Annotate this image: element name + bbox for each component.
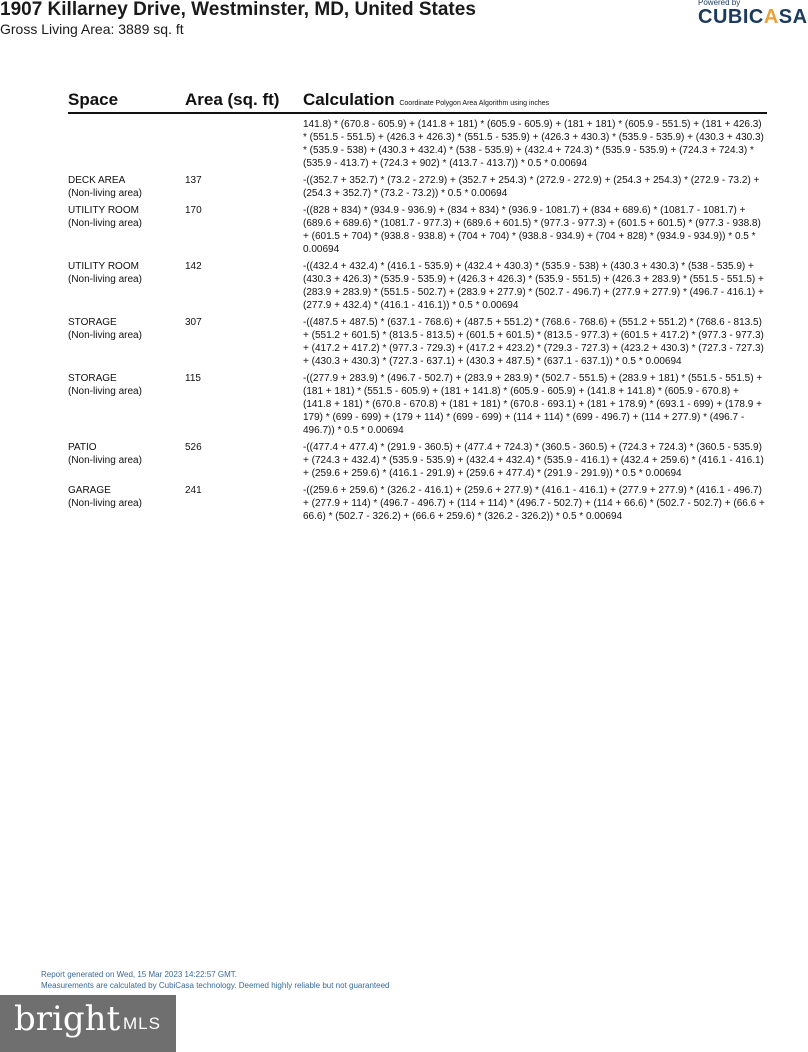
area-table-body [68, 118, 767, 527]
space-type: (Non-living area) [68, 274, 142, 285]
space-type: (Non-living area) [68, 330, 142, 341]
space-type: (Non-living area) [68, 188, 142, 199]
table-row [68, 372, 767, 437]
table-row [68, 204, 767, 256]
calculation-cell: -((352.7 + 352.7) * (73.2 - 272.9) + (352.7 + 254.3) * (272.9 - 272.9) + (254.3 + 254.3) * (272.9 - 73.2) + (254.3 + 352.7) * (73.2 - 73.2)) * 0.5 * 0.00694 [303, 175, 760, 199]
space-name: UTILITY ROOM [68, 205, 139, 216]
bright-mls-suffix: MLS [123, 1014, 161, 1033]
space-name: GARAGE [68, 485, 111, 496]
space-cell [68, 484, 180, 510]
cubicasa-logo [698, 6, 808, 29]
calculation-cell: -((259.6 + 259.6) * (326.2 - 416.1) + (259.6 + 277.9) * (416.1 - 416.1) + (277.9 + 277.9) * (416.1 - 496.7) + (277.9 + 114) * (496.7 - 496.7) + (114 + 114) * (496.7 - 502.7) + (114 + 66.6) * (502.7 - 502.7) + (66.6 + 66.6) * (502.7 - 326.2) + (66.6 + 259.6) * (326.2 - 326.2)) * 0.5 * 0.00694 [303, 485, 765, 522]
space-name: UTILITY ROOM [68, 261, 139, 272]
space-name: DECK AREA [68, 175, 126, 186]
table-row [68, 118, 767, 170]
space-name: STORAGE [68, 317, 117, 328]
area-cell: 142 [185, 261, 202, 272]
logo-text-2: SA [778, 6, 808, 28]
calculation-cell: -((432.4 + 432.4) * (416.1 - 535.9) + (432.4 + 430.3) * (535.9 - 538) + (430.3 + 430.3) * (538 - 535.9) + (430.3 + 426.3) * (535.9 - 535.9) + (426.3 + 426.3) * (535.9 - 551.5) + (426.3 + 283.9) * (551.5 - 551.5) + (283.9 + 283.9) * (551.5 - 502.7) + (283.9 + 277.9) * (502.7 - 496.7) + (277.9 + 277.9) * (496.7 - 416.1) + (277.9 + 432.4) * (416.1 - 416.1)) * 0.5 * 0.00694 [303, 261, 764, 311]
calculation-cell: -((277.9 + 283.9) * (496.7 - 502.7) + (283.9 + 283.9) * (502.7 - 551.5) + (283.9 + 181) * (551.5 - 551.5) + (181 + 181) * (551.5 - 605.9) + (181 + 141.8) * (605.9 - 605.9) + (141.8 + 141.8) * (605.9 - 670.8) + (141.8 + 181) * (670.8 - 670.8) + (181 + 181) * (670.8 - 693.1) + (181 + 178.9) * (693.1 - 699) + (178.9 + 179) * (699 - 699) + (179 + 114) * (699 - 699) + (114 + 114) * (699 - 496.7) + (114 + 277.9) * (496.7 - 496.7)) * 0.5 * 0.00694 [303, 373, 763, 436]
space-cell [68, 441, 180, 467]
logo-text-1: CUBIC [698, 6, 764, 28]
space-cell [68, 260, 180, 286]
table-row [68, 484, 767, 523]
area-cell: 137 [185, 175, 202, 186]
report-generated-note: Report generated on Wed, 15 Mar 2023 14:22:57 GMT. [41, 970, 237, 979]
space-name: PATIO [68, 442, 97, 453]
area-cell: 241 [185, 485, 202, 496]
space-name: STORAGE [68, 373, 117, 384]
space-cell [68, 372, 180, 398]
report-title: 1907 Killarney Drive, Westminster, MD, United States [0, 0, 476, 20]
space-type: (Non-living area) [68, 455, 142, 466]
bright-mls-wordmark: bright [14, 999, 121, 1039]
area-cell: 115 [185, 373, 201, 384]
cubicasa-brand [668, 0, 808, 32]
column-header-calculation-label: Calculation [303, 90, 395, 109]
space-cell [68, 204, 180, 230]
bright-mls-watermark [0, 995, 176, 1052]
gross-living-area: Gross Living Area: 3889 sq. ft [0, 21, 184, 37]
space-type: (Non-living area) [68, 498, 142, 509]
area-cell: 170 [185, 205, 202, 216]
column-header-area: Area (sq. ft) [185, 90, 280, 109]
calculation-cell: 141.8) * (670.8 - 605.9) + (141.8 + 181) * (605.9 - 605.9) + (181 + 181) * (605.9 - 551.5) + (181 + 426.3) * (551.5 - 551.5) + (426.3 + 426.3) * (551.5 - 535.9) + (426.3 + 430.3) * (535.9 - 535.9) + (430.3 + 430.3) * (535.9 - 538) + (430.3 + 432.4) * (538 - 535.9) + (432.4 + 724.3) * (535.9 - 535.9) + (724.3 + 724.3) * (535.9 - 413.7) + (724.3 + 902) * (413.7 - 413.7)) * 0.5 * 0.00694 [303, 119, 764, 169]
area-cell: 526 [185, 442, 202, 453]
logo-text-accent: A [763, 6, 779, 28]
space-cell [68, 316, 180, 342]
powered-by-label: Powered by [698, 0, 741, 7]
table-header [68, 90, 767, 114]
table-row [68, 260, 767, 312]
calculation-method-note: Coordinate Polygon Area Algorithm using inches [399, 100, 550, 107]
column-header-space: Space [68, 90, 119, 109]
area-cell: 307 [185, 317, 202, 328]
space-cell [68, 174, 180, 200]
column-header-calculation [303, 90, 549, 110]
table-row [68, 441, 767, 480]
calculation-cell: -((477.4 + 477.4) * (291.9 - 360.5) + (477.4 + 724.3) * (360.5 - 360.5) + (724.3 + 724.3) * (360.5 - 535.9) + (724.3 + 432.4) * (535.9 - 535.9) + (432.4 + 432.4) * (535.9 - 416.1) + (432.4 + 259.6) * (416.1 - 416.1) + (259.6 + 259.6) * (416.1 - 291.9) + (259.6 + 477.4) * (291.9 - 291.9)) * 0.5 * 0.00694 [303, 442, 764, 479]
space-type: (Non-living area) [68, 218, 142, 229]
calculation-cell: -((828 + 834) * (934.9 - 936.9) + (834 + 834) * (936.9 - 1081.7) + (834 + 689.6) * (1081.7 - 1081.7) + (689.6 + 689.6) * (1081.7 - 977.3) + (689.6 + 601.5) * (977.3 - 977.3) + (601.5 + 601.5) * (977.3 - 938.8) + (601.5 + 704) * (938.8 - 938.8) + (704 + 704) * (938.8 - 934.9) + (704 + 828) * (934.9 - 934.9)) * 0.5 * 0.00694 [303, 205, 761, 255]
calculation-cell: -((487.5 + 487.5) * (637.1 - 768.6) + (487.5 + 551.2) * (768.6 - 768.6) + (551.2 + 551.2) * (768.6 - 813.5) + (551.2 + 601.5) * (813.5 - 813.5) + (601.5 + 601.5) * (813.5 - 977.3) + (601.5 + 417.2) * (977.3 - 977.3) + (417.2 + 417.2) * (977.3 - 729.3) + (417.2 + 423.2) * (729.3 - 727.3) + (423.2 + 430.3) * (727.3 - 727.3) + (430.3 + 430.3) * (727.3 - 637.1) + (430.3 + 487.5) * (637.1 - 637.1)) * 0.5 * 0.00694 [303, 317, 764, 367]
measurement-disclaimer: Measurements are calculated by CubiCasa technology. Deemed highly reliable but not guaranteed [41, 981, 390, 990]
table-row [68, 316, 767, 368]
space-type: (Non-living area) [68, 386, 142, 397]
table-row [68, 174, 767, 200]
